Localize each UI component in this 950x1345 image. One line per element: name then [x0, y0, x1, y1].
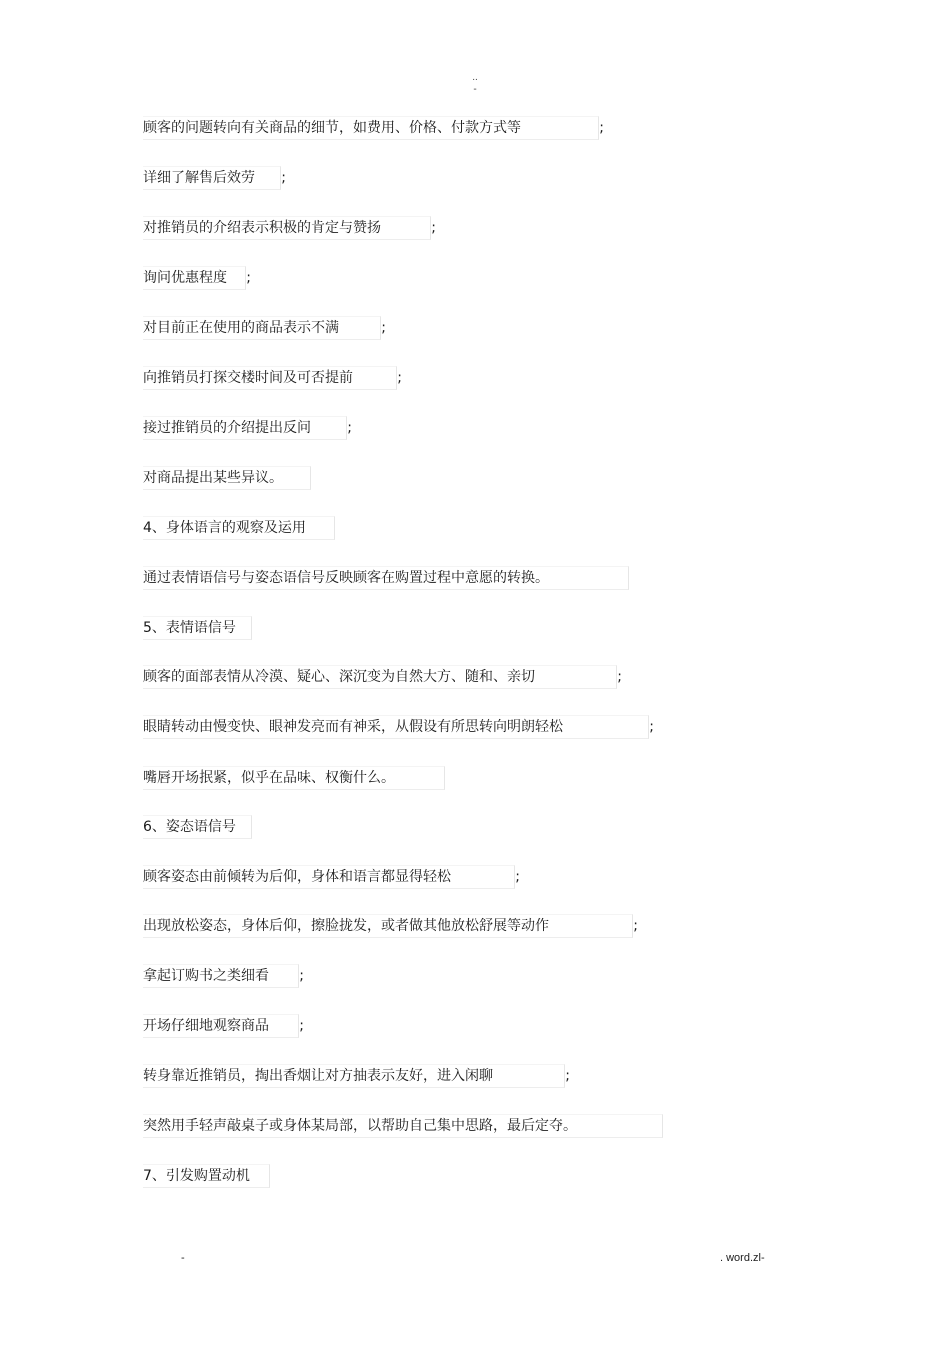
text-line: 拿起订购书之类细看 ; [143, 964, 299, 988]
footer-right: . word.zl- [720, 1252, 765, 1264]
text-line: 对目前正在使用的商品表示不满 ; [143, 316, 381, 340]
section-heading: 4、身体语言的观察及运用 [143, 516, 335, 540]
text-line: 详细了解售后效劳 ; [143, 166, 281, 190]
text-line: 嘴唇开场抿紧，似乎在品味、权衡什么。 [143, 766, 445, 790]
section-heading: 5、表情语信号 [143, 616, 252, 640]
text-line: 通过表情语信号与姿态语信号反映顾客在购置过程中意愿的转换。 [143, 566, 629, 590]
text-line: 眼睛转动由慢变快、眼神发亮而有神采，从假设有所思转向明朗轻松 ; [143, 715, 649, 739]
text-line: 顾客的问题转向有关商品的细节，如费用、价格、付款方式等 ; [143, 116, 599, 140]
text-line: 顾客姿态由前倾转为后仰，身体和语言都显得轻松 ; [143, 865, 515, 889]
text-line: 突然用手轻声敲桌子或身体某局部，以帮助自己集中思路，最后定夺。 [143, 1114, 663, 1138]
section-heading: 7、引发购置动机 [143, 1164, 270, 1188]
text-line: 接过推销员的介绍提出反问 ; [143, 416, 347, 440]
text-line: 出现放松姿态，身体后仰，擦脸拢发，或者做其他放松舒展等动作 ; [143, 914, 633, 938]
text-line: 开场仔细地观察商品 ; [143, 1014, 299, 1038]
footer-left: - [181, 1252, 185, 1264]
header-mark: .. [472, 72, 478, 83]
text-line: 转身靠近推销员，掏出香烟让对方抽表示友好，进入闲聊 ; [143, 1064, 565, 1088]
text-line: 询问优惠程度 ; [143, 266, 246, 290]
header-dash: - [473, 84, 477, 95]
text-line: 顾客的面部表情从冷漠、疑心、深沉变为自然大方、随和、亲切 ; [143, 665, 617, 689]
text-line: 向推销员打探交楼时间及可否提前 ; [143, 366, 397, 390]
text-line: 对推销员的介绍表示积极的肯定与赞扬 ; [143, 216, 431, 240]
text-line: 对商品提出某些异议。 [143, 466, 311, 490]
section-heading: 6、姿态语信号 [143, 815, 252, 839]
